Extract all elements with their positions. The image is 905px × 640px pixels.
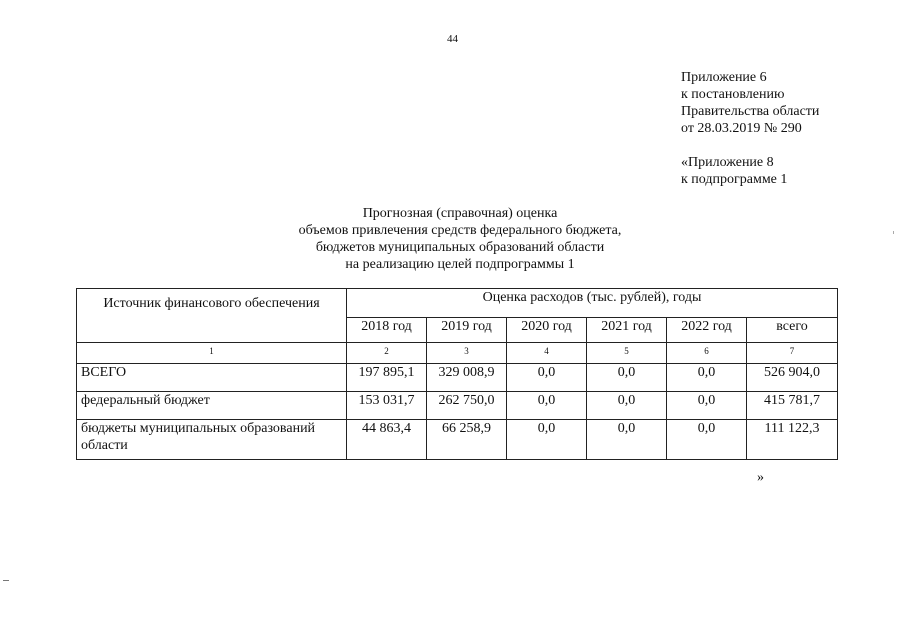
year-header: 2019 год <box>427 318 507 343</box>
table-row <box>77 364 838 392</box>
value-cell: 0,0 <box>507 420 587 460</box>
scan-edge-dot <box>893 231 894 234</box>
year-header: 2020 год <box>507 318 587 343</box>
annex-gap <box>681 137 819 154</box>
annex-line: к постановлению <box>681 87 785 102</box>
annex-line: Правительства области <box>681 104 820 119</box>
annex-line: Приложение 6 <box>681 70 767 85</box>
document-title <box>230 205 690 273</box>
title-line: объемов привлечения средств федерального бюджета, <box>298 223 622 238</box>
table-row <box>77 392 838 420</box>
value-cell: 0,0 <box>587 364 667 392</box>
table-header-row <box>77 289 838 318</box>
page-number: 44 <box>447 33 458 45</box>
total-header: всего <box>747 318 838 343</box>
column-number-row <box>77 343 838 364</box>
table-row <box>77 420 838 460</box>
title-line: бюджетов муниципальных образований области <box>315 240 605 255</box>
value-cell: 197 895,1 <box>347 364 427 392</box>
closing-quote: » <box>757 470 764 485</box>
source-cell: бюджеты муниципальных образований области <box>77 420 347 460</box>
source-header: Источник финансового обеспечения <box>77 289 347 343</box>
column-number: 1 <box>77 343 347 364</box>
title-line: на реализацию целей подпрограммы 1 <box>345 257 575 272</box>
value-cell: 0,0 <box>587 392 667 420</box>
value-cell: 0,0 <box>507 364 587 392</box>
column-number: 7 <box>747 343 838 364</box>
column-number: 3 <box>427 343 507 364</box>
year-header: 2018 год <box>347 318 427 343</box>
value-cell: 262 750,0 <box>427 392 507 420</box>
total-cell: 111 122,3 <box>747 420 838 460</box>
value-cell: 0,0 <box>667 392 747 420</box>
source-cell: федеральный бюджет <box>77 392 347 420</box>
value-cell: 0,0 <box>667 364 747 392</box>
estimate-header: Оценка расходов (тыс. рублей), годы <box>347 289 838 318</box>
annex-inner-line: к подпрограмме 1 <box>681 172 788 187</box>
value-cell: 0,0 <box>507 392 587 420</box>
column-number: 2 <box>347 343 427 364</box>
year-header: 2021 год <box>587 318 667 343</box>
column-number: 4 <box>507 343 587 364</box>
source-cell: ВСЕГО <box>77 364 347 392</box>
year-header: 2022 год <box>667 318 747 343</box>
value-cell: 44 863,4 <box>347 420 427 460</box>
annex-inner-line: «Приложение 8 <box>681 155 774 170</box>
forecast-table <box>76 288 838 460</box>
column-number: 5 <box>587 343 667 364</box>
title-line: Прогнозная (справочная) оценка <box>362 206 558 221</box>
value-cell: 0,0 <box>667 420 747 460</box>
total-cell: 526 904,0 <box>747 364 838 392</box>
annex-line: от 28.03.2019 № 290 <box>681 121 802 136</box>
total-cell: 415 781,7 <box>747 392 838 420</box>
value-cell: 329 008,9 <box>427 364 507 392</box>
annex-block <box>681 69 819 188</box>
column-number: 6 <box>667 343 747 364</box>
value-cell: 66 258,9 <box>427 420 507 460</box>
value-cell: 0,0 <box>587 420 667 460</box>
value-cell: 153 031,7 <box>347 392 427 420</box>
scan-edge-mark <box>3 580 9 581</box>
